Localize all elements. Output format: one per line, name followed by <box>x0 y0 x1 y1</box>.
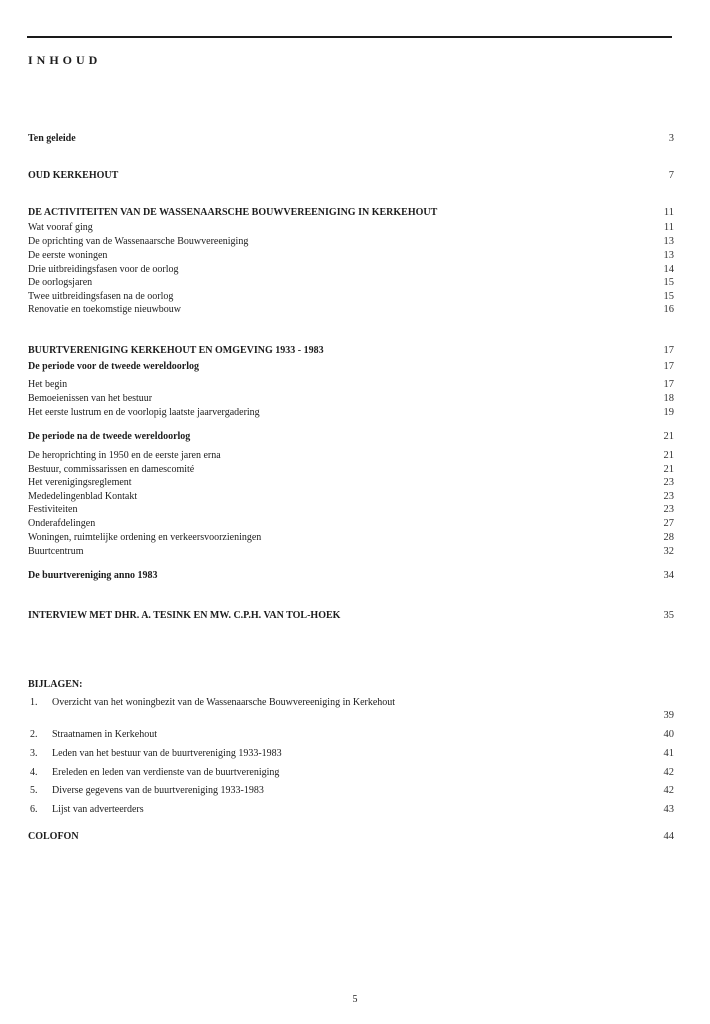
toc-entry-title: Renovatie en toekomstige nieuwbouw <box>28 304 182 315</box>
toc-entry <box>28 379 674 393</box>
bijlage-number: 1. <box>30 697 38 708</box>
toc-entry-title: Het eerste lustrum en de voorlopig laatste jaarvergadering <box>28 407 260 418</box>
toc-entry <box>28 291 674 305</box>
toc-entry <box>28 431 674 445</box>
bijlage-page: 42 <box>663 767 674 778</box>
bijlagen-heading: BIJLAGEN: <box>28 679 83 690</box>
toc-entry <box>28 504 674 518</box>
bijlage-title: Straatnamen in Kerkehout <box>52 729 157 740</box>
toc-entry-page: 11 <box>663 222 674 233</box>
toc-entry-title: De periode na de tweede wereldoorlog <box>28 431 191 442</box>
toc-entry-title: BUURTVERENIGING KERKEHOUT EN OMGEVING 1933 - 1983 <box>28 345 324 356</box>
toc-entry <box>28 477 674 491</box>
toc-entry-page: 11 <box>663 207 674 218</box>
toc-entry-page: 14 <box>663 264 674 275</box>
bijlage-entry <box>28 748 674 762</box>
bijlage-number: 6. <box>30 804 38 815</box>
toc-entry-title: Buurtcentrum <box>28 546 84 557</box>
toc-entry-page: 15 <box>663 277 674 288</box>
toc-entry-title: Bemoeienissen van het bestuur <box>28 393 153 404</box>
toc-entry-page: 32 <box>663 546 674 557</box>
bijlage-title: Ereleden en leden van verdienste van de buurtvereniging <box>52 767 280 778</box>
toc-entry-page: 19 <box>663 407 674 418</box>
bijlage-entry <box>28 729 674 743</box>
toc-entry <box>28 546 674 560</box>
toc-entry-title: DE ACTIVITEITEN VAN DE WASSENAARSCHE BOUWVEREENIGING IN KERKEHOUT <box>28 207 438 218</box>
toc-entry-title: De eerste woningen <box>28 250 108 261</box>
toc-entry-page: 21 <box>663 431 674 442</box>
page-number: 5 <box>352 994 358 1005</box>
toc-entry-page: 17 <box>663 345 674 356</box>
toc-entry <box>28 133 674 147</box>
toc-entry-page: 34 <box>663 570 674 581</box>
toc-entry-title: Ten geleide <box>28 133 76 144</box>
toc-entry <box>28 264 674 278</box>
toc-entry <box>28 532 674 546</box>
toc-entry <box>28 250 674 264</box>
toc-entry-page: 13 <box>663 236 674 247</box>
bijlage-title: Leden van het bestuur van de buurtvereniging 1933-1983 <box>52 748 282 759</box>
bijlage-page: 43 <box>663 804 674 815</box>
bijlage-title: Lijst van adverteerders <box>52 804 144 815</box>
toc-entry <box>28 570 674 584</box>
toc-entry <box>28 345 674 359</box>
toc-entry <box>28 450 674 464</box>
toc-entry <box>28 304 674 318</box>
toc-entry-title: De periode voor de tweede wereldoorlog <box>28 361 199 372</box>
toc-entry-page: 23 <box>663 504 674 515</box>
toc-entry-page: 21 <box>663 450 674 461</box>
bijlage-number: 2. <box>30 729 38 740</box>
toc-entry-title: De oorlogsjaren <box>28 277 93 288</box>
toc-entry-title: INTERVIEW MET DHR. A. TESINK EN MW. C.P.H. VAN TOL-HOEK <box>28 610 341 621</box>
toc-entry-page: 27 <box>663 518 674 529</box>
toc-entry-title: De oprichting van de Wassenaarsche Bouwvereeniging <box>28 236 249 247</box>
toc-entry <box>28 207 674 221</box>
toc-entry-title: Bestuur, commissarissen en damescomité <box>28 464 195 475</box>
toc-entry-title: OUD KERKEHOUT <box>28 170 119 181</box>
colofon-entry <box>28 831 674 845</box>
toc-entry <box>28 361 674 375</box>
toc-entry <box>28 222 674 236</box>
toc-entry <box>28 277 674 291</box>
bijlage-entry <box>28 785 674 799</box>
toc-entry-title: Het begin <box>28 379 68 390</box>
toc-entry <box>28 236 674 250</box>
toc-entry-title: Festiviteiten <box>28 504 78 515</box>
toc-entry-title: Onderafdelingen <box>28 518 96 529</box>
toc-entry <box>28 393 674 407</box>
toc-entry-page: 3 <box>668 133 674 144</box>
toc-entry-title: De heroprichting in 1950 en de eerste jaren erna <box>28 450 221 461</box>
toc-entry <box>28 491 674 505</box>
toc-entry-page: 23 <box>663 491 674 502</box>
toc-entry-page: 28 <box>663 532 674 543</box>
bijlage-number: 3. <box>30 748 38 759</box>
toc-entry <box>28 464 674 478</box>
toc-entry-page: 23 <box>663 477 674 488</box>
toc-entry-page: 17 <box>663 379 674 390</box>
bijlage-entry <box>28 804 674 818</box>
toc-entry <box>28 610 674 624</box>
top-rule <box>27 36 672 38</box>
bijlage-entry <box>28 767 674 781</box>
toc-entry-title: De buurtvereniging anno 1983 <box>28 570 158 581</box>
bijlage-title: Overzicht van het woningbezit van de Wassenaarsche Bouwvereeniging in Kerkehout <box>52 697 396 708</box>
toc-entry-page: 35 <box>663 610 674 621</box>
colofon-title: COLOFON <box>28 831 79 842</box>
toc-entry-title: Mededelingenblad Kontakt <box>28 491 138 502</box>
toc-entry-page: 15 <box>663 291 674 302</box>
toc-entry-page: 16 <box>663 304 674 315</box>
bijlage-page: 39 <box>663 710 674 721</box>
toc-entry <box>28 170 674 184</box>
bijlage-entry <box>28 697 674 725</box>
toc-entry-title: Wat vooraf ging <box>28 222 93 233</box>
toc-entry-title: Woningen, ruimtelijke ordening en verkeersvoorzieningen <box>28 532 262 543</box>
bijlage-page: 40 <box>663 729 674 740</box>
toc-entry-page: 7 <box>668 170 674 181</box>
toc-entry-page: 13 <box>663 250 674 261</box>
toc-entry-title: Twee uitbreidingsfasen na de oorlog <box>28 291 174 302</box>
bijlage-page: 42 <box>663 785 674 796</box>
toc-entry-title: Drie uitbreidingsfasen voor de oorlog <box>28 264 179 275</box>
page-title: INHOUD <box>28 53 102 67</box>
bijlage-page: 41 <box>663 748 674 759</box>
toc-entry-title: Het verenigingsreglement <box>28 477 132 488</box>
colofon-page: 44 <box>663 831 674 842</box>
toc-entry <box>28 518 674 532</box>
bijlage-title: Diverse gegevens van de buurtvereniging 1933-1983 <box>52 785 264 796</box>
toc-entry-page: 21 <box>663 464 674 475</box>
bijlage-number: 4. <box>30 767 38 778</box>
toc-entry-page: 17 <box>663 361 674 372</box>
bijlage-number: 5. <box>30 785 38 796</box>
toc-entry <box>28 407 674 421</box>
toc-entry-page: 18 <box>663 393 674 404</box>
